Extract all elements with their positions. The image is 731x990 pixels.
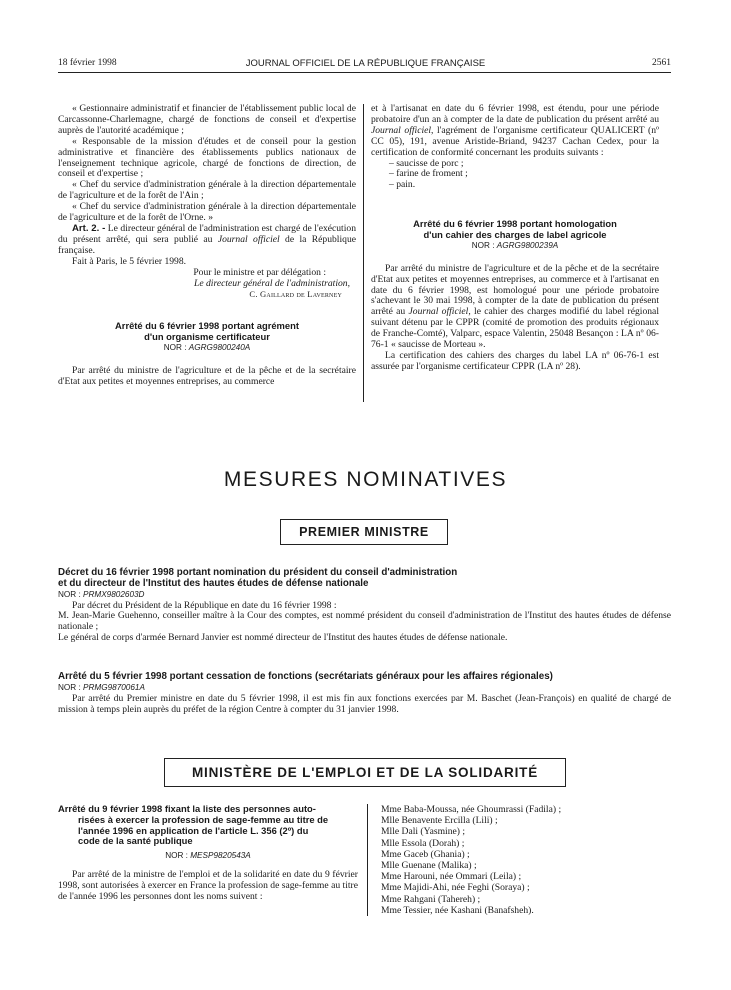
list-item: Mlle Essola (Dorah) ; [381, 837, 465, 849]
journal-title: JOURNAL OFFICIEL DE LA RÉPUBLIQUE FRANÇAISE [245, 58, 486, 69]
list-item: – saucisse de porc ; [389, 157, 464, 169]
list-item: Mme Baba-Moussa, née Ghoumrassi (Fadila) ; [381, 804, 562, 815]
decret-title: Décret du 16 février 1998 portant nomination du président du conseil d'administration [58, 567, 458, 578]
arrete-title: l'année 1996 en application de l'article L. 356 (2º) du [78, 824, 309, 836]
article-2: Art. 2. - Le directeur général de l'administration est chargé de l'exécution du présent arrêté, qui sera publié au Journal officiel de la République française. [58, 222, 356, 256]
column-divider [367, 804, 368, 916]
paragraph: « Gestionnaire administratif et financier de l'établissement public local de Carcassonne-Charlemagne, chargé de fonctions de conseil et d'expertise auprès de l'autorité académique ; [58, 103, 356, 136]
paragraph: et à l'artisanat en date du 6 février 1998, est étendu, pour une période probatoire d'un an à compter de la date de publication du présent arrêté au Journal officiel, l'agrément de l'organisme certificateur QUALICERT (nº CC 05), 191, avenue Aristide-Briand, 94237 Cachan Cedex, pour la certification de conformité concernant les produits suivants : [371, 103, 659, 158]
spacer [371, 191, 659, 219]
spacer [58, 354, 356, 366]
list-item: Mlle Dali (Yasmine) ; [381, 826, 466, 838]
nor-reference: NOR : PRMX9802603D [58, 589, 145, 599]
paragraph: M. Jean-Marie Guehenno, conseiller maître à la Cour des comptes, est nommé président du conseil d'administration de l'Institut des hautes études de défense nationale ; [58, 610, 671, 633]
list-item: Mme Rahgani (Tahereh) ; [381, 893, 481, 905]
arrete-title: d'un cahier des charges de label agricole [423, 229, 607, 241]
arrete-title: risées à exercer la profession de sage-femme au titre de [78, 813, 329, 825]
journal-officiel-ref: Journal officiel [371, 124, 432, 136]
list-item: Mme Gaceb (Ghania) ; [381, 848, 470, 860]
paragraph: Par arrêté de la ministre de l'emploi et de la solidarité en date du 9 février 1998, sont autorisées à exercer en France la profession de sage-femme au titre de l'année 1996 les personnes dont les noms suivent : [58, 869, 358, 902]
paragraph: Par arrêté du ministre de l'agriculture et de la pêche et de la secrétaire d'Etat aux petites et moyennes entreprises, au commerce [58, 364, 356, 387]
arrete-title: Arrêté du 6 février 1998 portant agrément [115, 320, 299, 332]
spacer [58, 301, 356, 321]
paragraph: Le général de corps d'armée Bernard Janvier est nommé directeur de l'Institut des hautes études de défense nationale. [58, 632, 508, 644]
left-column-bottom [58, 804, 358, 903]
decret-title: et du directeur de l'Institut des hautes études de défense nationale [58, 577, 369, 589]
paragraph: Par arrêté du Premier ministre en date du 5 février 1998, il est mis fin aux fonctions exercées par M. Baschet (Jean-François) en qualité de chargé de mission à temps plein auprès du préfet de la région Centre à compter du 31 janvier 1998. [58, 692, 671, 715]
arrete-title: Arrêté du 6 février 1998 portant homologation [413, 218, 617, 230]
signer-name: C. Gaillard de Laverney [249, 289, 342, 300]
list-item: – pain. [389, 179, 416, 191]
arrete-title: code de la santé publique [78, 835, 193, 847]
paragraph: Par arrêté du ministre de l'agriculture et de la pêche et de la secrétaire d'Etat aux petites et moyennes entreprises, au commerce et à l'artisanat en date du 6 février 1998, est homologué pour une période probatoire s'achevant le 30 mai 1998, à compter de la date de publication du présent arrêté au Journal officiel, le cahier des charges modifié du label régional suivant détenu par le CPPR (comité de promotion des produits régionaux de Franche-Comté), Valparc, espace Valentin, 25048 Besançon : LA nº 06-76-1 « saucisse de Morteau ». [371, 262, 659, 351]
paragraph: « Chef du service d'administration générale à la direction départementale de l'agriculture et de la forêt de l'Ain ; [58, 179, 356, 202]
signer-title: Le directeur général de l'administration, [194, 277, 350, 289]
list-item: Mme Harouni, née Ommari (Leila) ; [381, 871, 522, 883]
right-column [371, 104, 659, 373]
header-rule [58, 72, 671, 73]
delegation: Pour le ministre et par délégation : [193, 266, 326, 278]
page-number: 2561 [652, 58, 671, 68]
list-item: – farine de froment ; [389, 168, 468, 180]
paragraph: Par décret du Président de la République en date du 16 février 1998 : [72, 599, 337, 611]
nor-reference: NOR : MESP9820543A [165, 851, 251, 861]
journal-officiel-ref: Journal officiel [217, 233, 280, 245]
section-title: MESURES NOMINATIVES [223, 468, 508, 491]
list-item: Mlle Benavente Ercilla (Lili) ; [381, 815, 498, 827]
ministry-box-emploi-solidarite: MINISTÈRE DE L'EMPLOI ET DE LA SOLIDARITÉ [164, 758, 566, 787]
paragraph: « Chef du service d'administration générale à la direction départementale de l'agriculture et de la forêt de l'Orne. » [58, 201, 356, 224]
arrete-block [58, 672, 671, 716]
nor-reference: NOR : AGRG9800240A [163, 342, 251, 352]
arrete-title: Arrêté du 5 février 1998 portant cessation de fonctions (secrétariats généraux pour les affaires régionales) [58, 671, 553, 682]
names-list [381, 804, 661, 916]
nor-reference: NOR : PRMG9870061A [58, 682, 145, 692]
list-item: Mme Majidi-Ahi, née Feghi (Soraya) ; [381, 882, 530, 894]
paragraph: « Responsable de la mission d'études et de conseil pour la gestion administrative et financière des établissements publics nationaux de l'enseignement technique agricole, chargé de fonctions de direction, de conseil et d'expertise ; [58, 135, 356, 180]
article-label: Art. 2. - [72, 222, 106, 234]
list-item: Mlle Guenane (Malika) ; [381, 860, 477, 872]
header-date: 18 février 1998 [58, 58, 117, 68]
arrete-title: Arrêté du 9 février 1998 fixant la liste des personnes auto- [58, 803, 316, 814]
decret-block [58, 568, 671, 644]
done-at: Fait à Paris, le 5 février 1998. [72, 255, 187, 267]
arrete-title: d'un organisme certificateur [144, 331, 270, 343]
list-item: Mme Tessier, née Kashani (Banafsheh). [381, 904, 534, 916]
journal-officiel-ref: Journal officiel [408, 306, 469, 318]
column-divider [363, 104, 364, 402]
left-column [58, 104, 356, 388]
nor-reference: NOR : AGRG9800239A [471, 240, 559, 250]
ministry-box-premier-ministre: PREMIER MINISTRE [280, 519, 448, 545]
paragraph: La certification des cahiers des charges du label LA nº 06-76-1 est assurée par l'organisme certificateur CPPR (LA nº 28). [371, 350, 659, 372]
